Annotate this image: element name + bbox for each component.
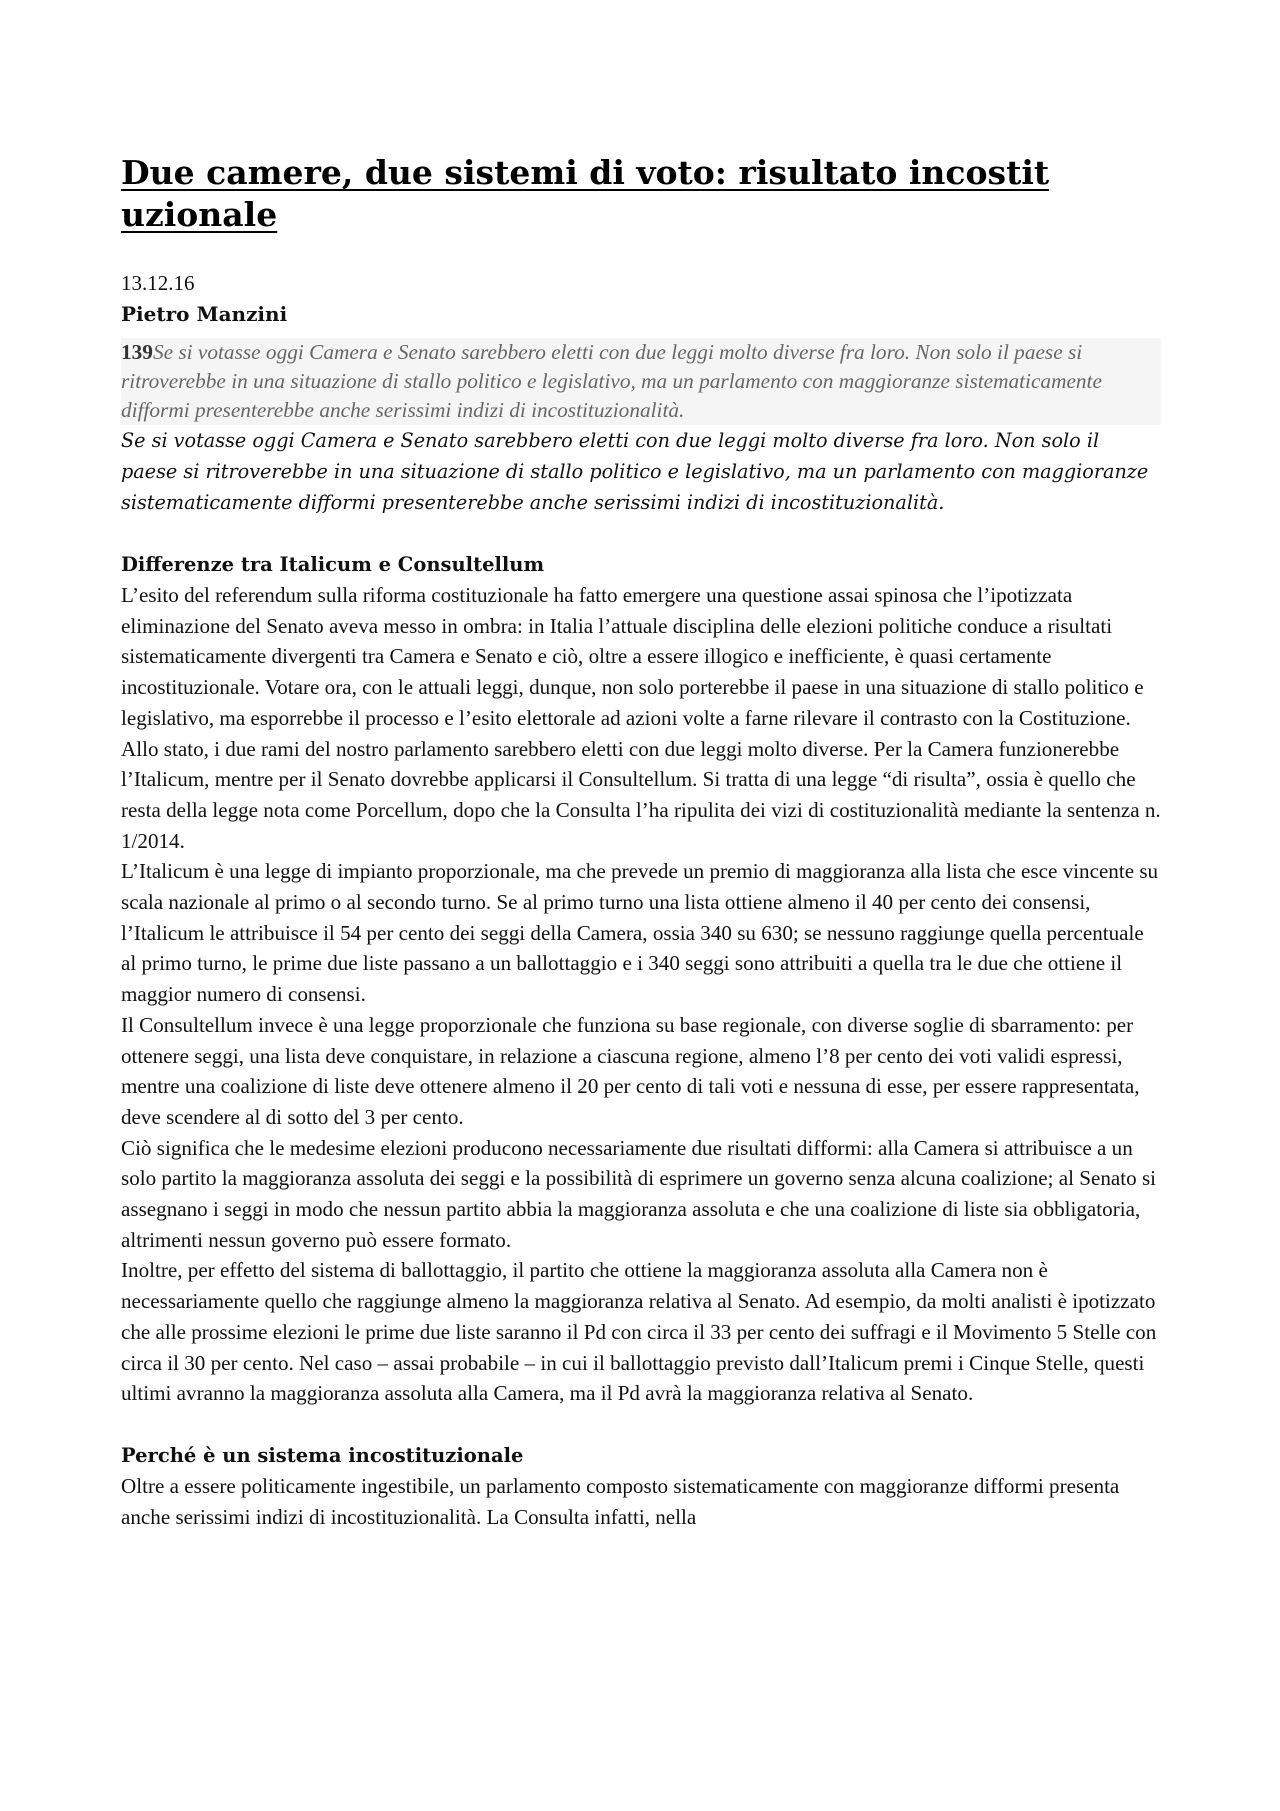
body-paragraph: L’esito del referendum sulla riforma costituzionale ha fatto emergere una questione assai spinosa che l’ipotizzata eliminazione del Senato aveva messo in ombra: in Italia l’attuale disciplina delle elezioni politiche conduce a risultati sistematicamente divergenti tra Camera e Senato e ciò, oltre a essere illogico e inefficiente, è quasi certamente incostituzionale. Votare ora, con le attuali leggi, dunque, non solo porterebbe il paese in una situazione di stallo politico e legislativo, ma esporrebbe il processo e l’esito elettorale ad azioni volte a farne rilevare il contrasto con la Costituzione. [121,583,1144,730]
body-paragraph: Il Consultellum invece è una legge proporzionale che funziona su base regionale, con diverse soglie di sbarramento: per ottenere seggi, una lista deve conquistare, in relazione a ciascuna regione, almeno l’8 per cento dei voti validi espressi, mentre una coalizione di liste deve ottenere almeno il 20 per cento di tali voti e nessuna di esse, per essere rappresentata, deve scendere al di sotto del 3 per cento. [121,1012,1140,1129]
body-paragraph: Ciò significa che le medesime elezioni producono necessariamente due risultati difformi: alla Camera si attribuisce a un solo partito la maggioranza assoluta dei seggi e la possibilità di esprimere un governo senza alcuna coalizione; al Senato si assegnano i seggi in modo che nessun partito abbia la maggioranza assoluta e che una coalizione di liste sia obbligatoria, altrimenti nessun governo può essere formato. [121,1135,1157,1252]
excerpt-text: Se si votasse oggi Camera e Senato sarebbero eletti con due leggi molto diverse fra loro. Non solo il paese si ritroverebbe in una situazione di stallo politico e legislativo, ma un parlamento con maggioranze sistematicamente difformi presenterebbe anche serissimi indizi di incostituzionalità. [121,340,1102,422]
body-paragraph: Oltre a essere politicamente ingestibile, un parlamento composto sistematicamente con maggioranze difformi presenta anche serissimi indizi di incostituzionalità. La Consulta infatti, nella [121,1473,1120,1529]
section-heading-incostituzionale: Perché è un sistema incostituzionale [121,1443,524,1467]
excerpt-number: 139 [121,340,153,364]
article-date: 13.12.16 [121,271,195,295]
section-heading-differenze: Differenze tra Italicum e Consultellum [121,553,545,576]
article-author: Pietro Manzini [121,302,288,326]
article-excerpt [121,338,1161,425]
body-paragraph: Allo stato, i due rami del nostro parlamento sarebbero eletti con due leggi molto diverse. Per la Camera funzionerebbe l’Italicum, mentre per il Senato dovrebbe applicarsi il Consultellum. Si tratta di una legge “di risulta”, ossia è quello che resta della legge nota come Porcellum, dopo che la Consulta l’ha ripulita dei vizi di costituzionalità mediante la sentenza n. 1/2014. [121,736,1161,853]
article-lead: Se si votasse oggi Camera e Senato sarebbero eletti con due leggi molto diverse fra loro. Non solo il paese si ritroverebbe in una situazione di stallo politico e legislativo, ma un parlamento con maggioranze sistematicamente difformi presenterebbe anche serissimi indizi di incostituzionalità. [121,429,1149,514]
body-paragraph: Inoltre, per effetto del sistema di ballottaggio, il partito che ottiene la maggioranza assoluta alla Camera non è necessariamente quello che raggiunge almeno la maggioranza relativa al Senato. Ad esempio, da molti analisti è ipotizzato che alle prossime elezioni le prime due liste saranno il Pd con circa il 33 per cento dei suffragi e il Movimento 5 Stelle con circa il 30 per cento. Nel caso – assai probabile – in cui il ballottaggio previsto dall’Italicum premi i Cinque Stelle, questi ultimi avranno la maggioranza assoluta alla Camera, ma il Pd avrà la maggioranza relativa al Senato. [121,1258,1157,1406]
body-paragraph: L’Italicum è una legge di impianto proporzionale, ma che prevede un premio di maggioranza alla lista che esce vincente su scala nazionale al primo o al secondo turno. Se al primo turno una lista ottiene almeno il 40 per cento dei consensi, l’Italicum le attribuisce il 54 per cento dei seggi della Camera, ossia 340 su 630; se nessuno raggiunge quella percentuale al primo turno, le prime due liste passano a un ballottaggio e i 340 seggi sono attribuiti a quella tra le due che ottiene il maggior numero di consensi. [121,859,1159,1007]
article [121,152,1161,1532]
article-title: Due camere, due sistemi di voto: risultato incostituzionale [121,153,1050,234]
